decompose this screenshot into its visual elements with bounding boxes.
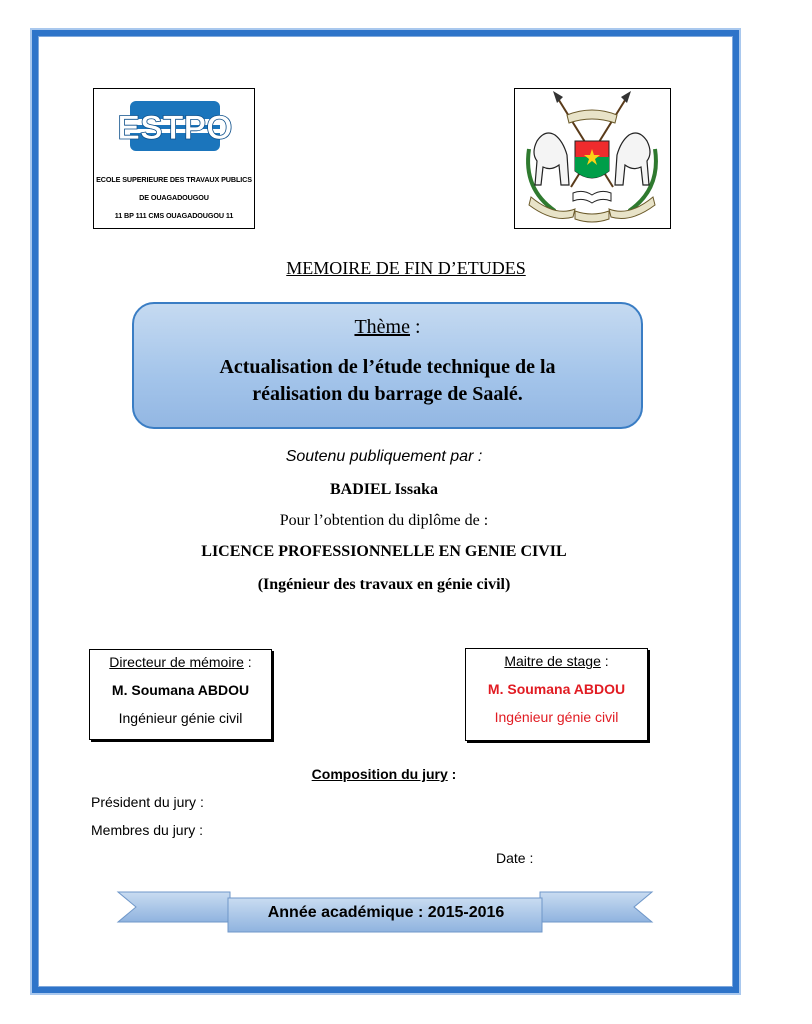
director-role-suffix: : <box>243 654 252 670</box>
maitre-role-suffix: : <box>600 653 609 669</box>
author-name: BADIEL Issaka <box>329 481 439 498</box>
school-address: 11 BP 111 CMS OUAGADOUGOU 11 <box>114 211 234 220</box>
burkina-faso-coat-of-arms-icon <box>515 89 670 228</box>
maitre-name: M. Soumana ABDOU <box>487 681 626 697</box>
diploma-name: LICENCE PROFESSIONNELLE EN GENIE CIVIL <box>201 543 567 560</box>
jury-title <box>0 766 768 782</box>
estpo-logo-icon <box>117 97 233 155</box>
date-line: Date : <box>496 850 534 866</box>
jury-members: Membres du jury : <box>91 822 204 838</box>
soutenu-line: Soutenu publiquement par : <box>285 448 483 465</box>
jury-president: Président du jury : <box>91 794 204 810</box>
maitre-role-text: Maitre de stage <box>504 653 601 669</box>
maitre-role <box>466 653 647 669</box>
theme-label-text: Thème <box>354 316 410 338</box>
obtention-line: Pour l’obtention du diplôme de : <box>279 512 489 529</box>
academic-year: Année académique : 2015-2016 <box>267 904 505 921</box>
director-box <box>89 649 272 740</box>
maitre-box <box>465 648 648 741</box>
director-title: Ingénieur génie civil <box>118 710 243 726</box>
svg-text:ESTPO: ESTPO <box>117 109 233 147</box>
theme-label <box>134 316 641 339</box>
jury-title-text: Composition du jury <box>311 766 448 782</box>
director-name: M. Soumana ABDOU <box>111 682 250 698</box>
theme-label-suffix: : <box>409 316 421 338</box>
diploma-subtitle: (Ingénieur des travaux en génie civil) <box>257 576 511 593</box>
director-role <box>90 654 271 670</box>
document-title: MEMOIRE DE FIN D’ETUDES <box>286 258 526 278</box>
coat-of-arms-box <box>514 88 671 229</box>
maitre-title: Ingénieur génie civil <box>494 709 619 725</box>
school-name-line2: DE OUAGADOUGOU <box>139 193 209 202</box>
theme-line2: réalisation du barrage de Saalé. <box>252 383 523 405</box>
theme-box <box>132 302 643 429</box>
jury-title-suffix: : <box>447 766 457 782</box>
school-name-line1: ECOLE SUPERIEURE DES TRAVAUX PUBLICS <box>96 175 252 184</box>
theme-text <box>134 354 641 408</box>
estpo-logo-box <box>93 88 255 229</box>
director-role-text: Directeur de mémoire <box>109 654 244 670</box>
theme-line1: Actualisation de l’étude technique de la <box>219 356 556 378</box>
